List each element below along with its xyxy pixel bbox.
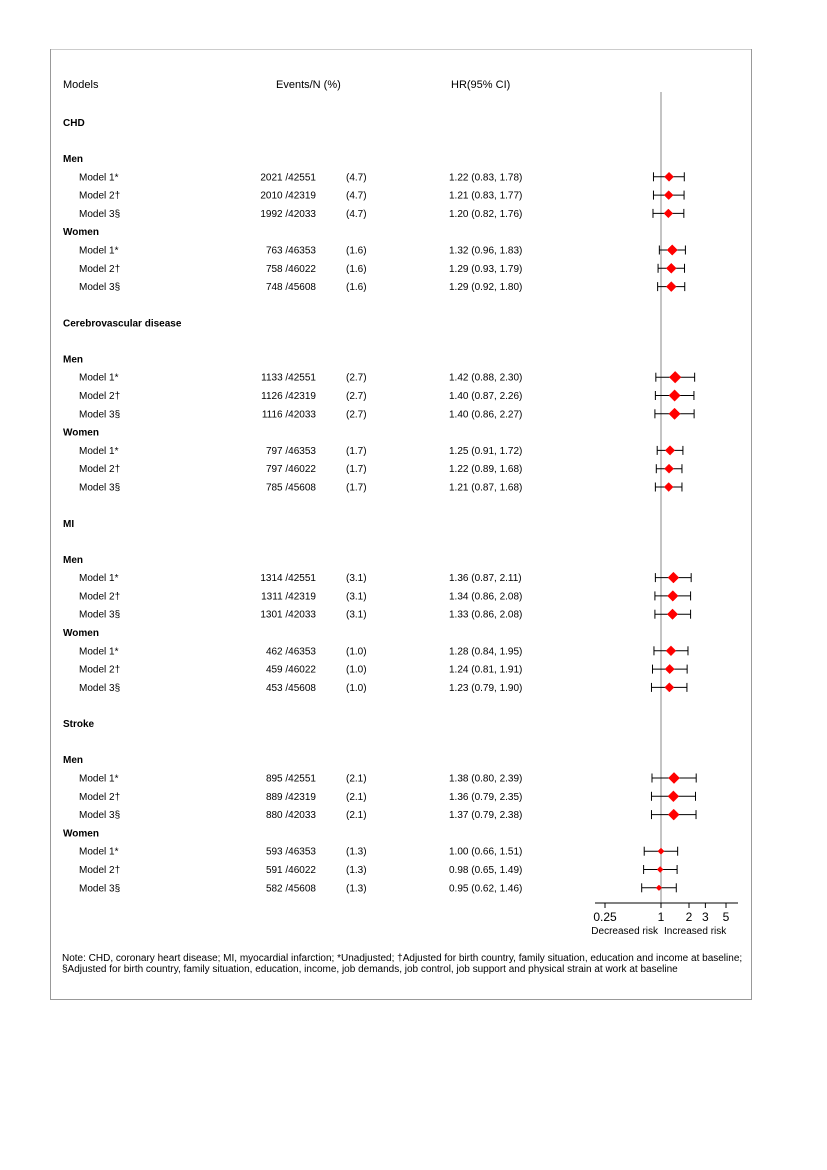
percent-value: (1.0): [346, 682, 367, 694]
hr-value: 1.36 (0.87, 2.11): [449, 573, 522, 585]
events-value: 591 /46022: [265, 865, 316, 876]
events-value: 462 /46353: [265, 646, 316, 658]
model-label: Model 2†: [79, 263, 121, 275]
events-value: 582 /45608: [265, 883, 316, 895]
x-tick-label: 5: [722, 910, 730, 924]
model-label: Model 2†: [79, 591, 121, 603]
events-value: 1301 /42033: [260, 609, 316, 621]
percent-value: (1.0): [346, 664, 367, 676]
model-label: Model 1*: [79, 172, 119, 184]
events-value: 453 /45608: [265, 682, 316, 694]
footnote: Note: CHD, coronary heart disease; MI, myocardial infarction; *Unadjusted; †Adjusted for birth country, family situation, education and income at baseline; §Adjusted for birth country, family situation, education, income, job demands, job control, job support and physical strain at work at baseline: [62, 953, 743, 975]
x-tick-label: 2: [685, 910, 693, 924]
hr-value: 1.36 (0.79, 2.35): [449, 791, 523, 803]
section-title: CHD: [63, 118, 85, 129]
hr-value: 1.33 (0.86, 2.08): [449, 609, 523, 621]
events-value: 1992 /42033: [260, 208, 316, 220]
events-value: 459 /46022: [265, 664, 316, 676]
percent-value: (1.0): [346, 646, 367, 658]
hr-marker: [664, 209, 673, 218]
model-label: Model 1*: [79, 846, 119, 858]
x-label-decreased: Decreased risk: [591, 926, 658, 937]
hr-marker: [668, 572, 679, 583]
hr-marker: [665, 446, 674, 455]
events-value: 880 /42033: [265, 810, 316, 822]
hr-marker: [669, 390, 680, 401]
hr-marker: [658, 848, 664, 854]
hr-value: 1.29 (0.92, 1.80): [449, 282, 523, 294]
model-label: Model 2†: [79, 865, 121, 876]
hr-marker: [664, 464, 673, 473]
percent-value: (2.1): [346, 773, 367, 785]
events-header: Events/N (%): [276, 79, 341, 91]
percent-value: (1.3): [346, 883, 367, 895]
hr-value: 1.34 (0.86, 2.08): [449, 591, 523, 603]
percent-value: (1.6): [346, 245, 367, 257]
x-tick-label: 3: [702, 910, 709, 924]
hr-marker: [666, 263, 676, 273]
percent-value: (3.1): [346, 591, 367, 603]
hr-header: HR(95% CI): [451, 79, 511, 91]
model-label: Model 1*: [79, 372, 119, 384]
hr-value: 1.23 (0.79, 1.90): [449, 682, 523, 694]
hr-marker: [668, 591, 679, 602]
events-value: 1133 /42551: [261, 372, 316, 384]
model-label: Model 2†: [79, 664, 121, 676]
model-label: Model 1*: [79, 646, 119, 658]
events-value: 785 /45608: [265, 482, 316, 494]
group-label: Women: [63, 427, 99, 439]
hr-marker: [666, 646, 676, 656]
hr-marker: [667, 245, 677, 255]
hr-value: 1.37 (0.79, 2.38): [449, 810, 523, 822]
hr-marker: [669, 371, 681, 383]
percent-value: (1.3): [346, 846, 367, 858]
hr-marker: [665, 683, 674, 692]
hr-marker: [668, 791, 679, 802]
x-tick-label: 1: [657, 910, 665, 924]
model-label: Model 2†: [79, 190, 121, 202]
hr-value: 1.42 (0.88, 2.30): [449, 372, 523, 384]
hr-marker: [668, 809, 679, 820]
hr-marker: [666, 282, 676, 292]
hr-value: 1.22 (0.83, 1.78): [449, 172, 523, 184]
hr-value: 1.29 (0.93, 1.79): [449, 263, 523, 275]
events-value: 1126 /42319: [261, 391, 316, 402]
percent-value: (4.7): [346, 190, 367, 202]
model-label: Model 3§: [79, 482, 121, 494]
hr-marker: [665, 664, 674, 673]
hr-marker: [667, 609, 678, 620]
events-value: 2010 /42319: [260, 190, 316, 202]
model-label: Model 3§: [79, 682, 121, 694]
hr-marker: [664, 483, 673, 492]
events-value: 797 /46022: [265, 464, 316, 476]
percent-value: (2.1): [346, 810, 367, 822]
group-label: Women: [63, 628, 99, 639]
events-value: 1314 /42551: [260, 573, 316, 585]
group-label: Men: [63, 554, 83, 566]
percent-value: (1.6): [346, 282, 367, 294]
model-label: Model 1*: [79, 245, 119, 257]
events-value: 895 /42551: [265, 773, 316, 785]
model-label: Model 3§: [79, 609, 121, 621]
hr-value: 1.25 (0.91, 1.72): [449, 445, 523, 457]
models-header: Models: [63, 79, 99, 91]
events-value: 1311 /42319: [261, 591, 316, 603]
percent-value: (4.7): [346, 172, 367, 184]
hr-value: 1.21 (0.83, 1.77): [449, 190, 523, 202]
events-value: 797 /46353: [265, 445, 316, 457]
hr-value: 0.98 (0.65, 1.49): [449, 865, 523, 876]
hr-value: 1.24 (0.81, 1.91): [449, 664, 523, 676]
percent-value: (4.7): [346, 208, 367, 220]
hr-marker: [664, 172, 673, 181]
model-label: Model 2†: [79, 464, 121, 476]
model-label: Model 3§: [79, 409, 121, 421]
model-label: Model 3§: [79, 208, 121, 220]
model-label: Model 3§: [79, 883, 121, 895]
x-tick-label: 0.25: [593, 910, 617, 924]
percent-value: (1.3): [346, 865, 367, 876]
hr-value: 1.38 (0.80, 2.39): [449, 773, 523, 785]
model-label: Model 2†: [79, 391, 121, 402]
events-value: 763 /46353: [265, 245, 316, 257]
hr-marker: [669, 408, 680, 419]
section-title: MI: [63, 518, 75, 530]
section-title: Stroke: [63, 719, 95, 731]
percent-value: (3.1): [346, 573, 367, 585]
group-label: Women: [63, 227, 99, 239]
hr-marker: [664, 191, 673, 200]
model-label: Model 1*: [79, 773, 119, 785]
events-value: 1116 /42033: [261, 409, 316, 421]
events-value: 758 /46022: [265, 263, 316, 275]
group-label: Men: [63, 154, 83, 165]
percent-value: (1.7): [346, 464, 367, 476]
percent-value: (2.7): [346, 409, 367, 421]
hr-marker: [657, 866, 663, 872]
group-label: Men: [63, 755, 83, 767]
hr-value: 1.20 (0.82, 1.76): [449, 208, 523, 220]
x-label-increased: Increased risk: [664, 926, 727, 937]
hr-value: 1.00 (0.66, 1.51): [449, 846, 523, 858]
hr-value: 1.40 (0.87, 2.26): [449, 391, 523, 402]
hr-value: 1.40 (0.86, 2.27): [449, 409, 523, 421]
events-value: 2021 /42551: [260, 172, 316, 184]
model-label: Model 3§: [79, 282, 121, 294]
percent-value: (2.7): [346, 372, 367, 384]
percent-value: (2.7): [346, 391, 367, 402]
percent-value: (2.1): [346, 791, 367, 803]
hr-marker: [668, 772, 679, 783]
hr-value: 1.22 (0.89, 1.68): [449, 464, 523, 476]
hr-value: 0.95 (0.62, 1.46): [449, 883, 523, 895]
model-label: Model 3§: [79, 810, 121, 822]
percent-value: (3.1): [346, 609, 367, 621]
percent-value: (1.6): [346, 263, 367, 275]
events-value: 889 /42319: [265, 791, 316, 803]
percent-value: (1.7): [346, 482, 367, 494]
hr-value: 1.28 (0.84, 1.95): [449, 646, 523, 658]
events-value: 593 /46353: [265, 846, 316, 858]
hr-value: 1.21 (0.87, 1.68): [449, 482, 523, 494]
model-label: Model 2†: [79, 791, 121, 803]
events-value: 748 /45608: [265, 282, 316, 294]
group-label: Men: [63, 354, 83, 366]
section-title: Cerebrovascular disease: [63, 318, 182, 330]
model-label: Model 1*: [79, 573, 119, 585]
hr-value: 1.32 (0.96, 1.83): [449, 245, 523, 257]
group-label: Women: [63, 828, 99, 840]
model-label: Model 1*: [79, 445, 119, 457]
percent-value: (1.7): [346, 445, 367, 457]
